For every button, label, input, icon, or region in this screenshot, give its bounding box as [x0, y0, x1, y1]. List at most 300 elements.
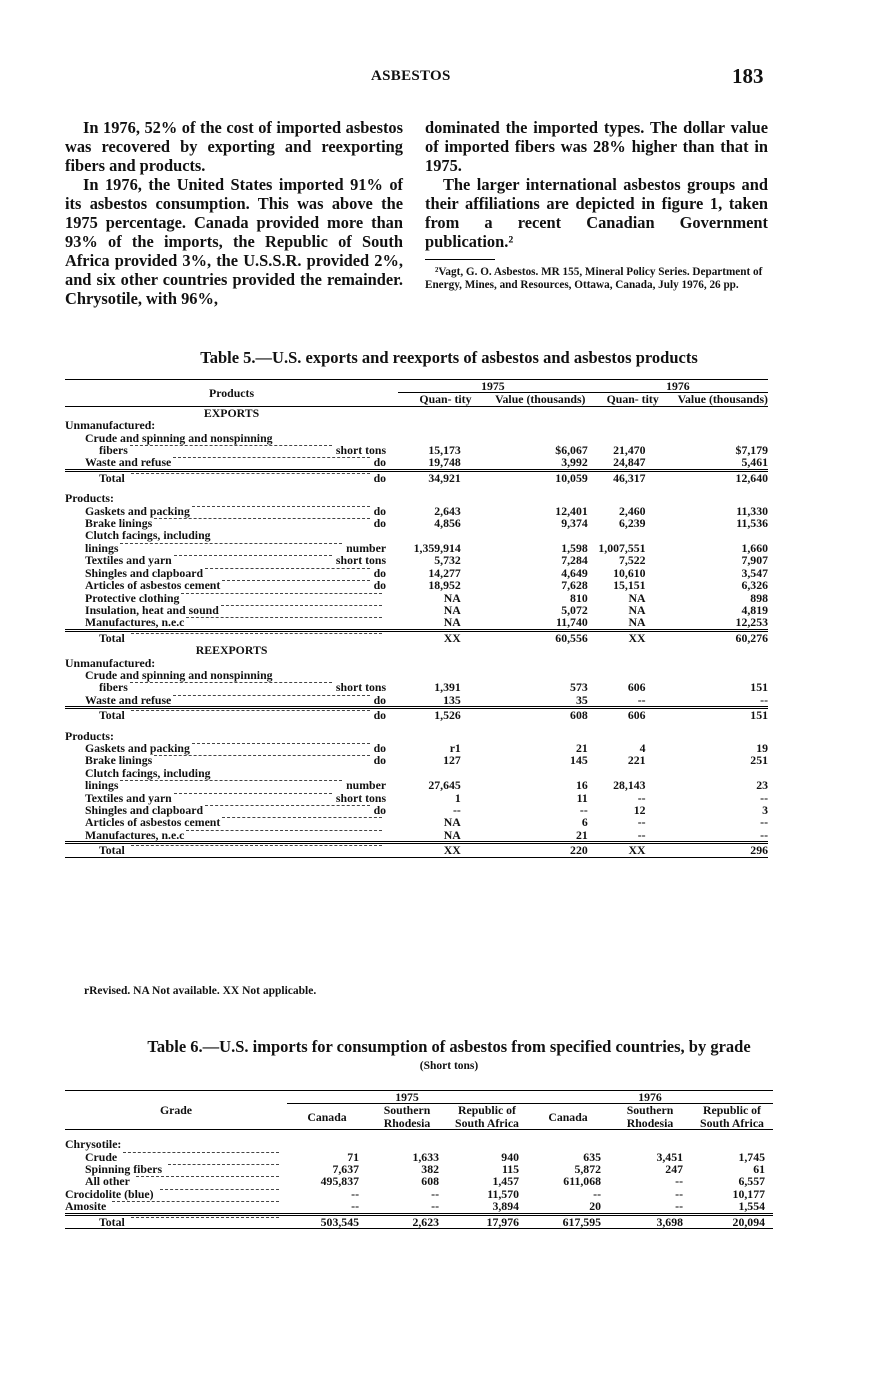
unit-label: short tons	[335, 443, 387, 458]
item-name: linings	[85, 778, 119, 793]
group-label: Chrysotile:	[65, 1137, 122, 1152]
row-label	[65, 470, 398, 484]
cell-c75: --	[351, 1186, 359, 1201]
table5	[65, 379, 768, 858]
group-label-row	[65, 1138, 773, 1150]
group-label: Crude and spinning and nonspinning	[85, 667, 273, 682]
unit-label	[386, 604, 398, 616]
group-label: Products:	[65, 728, 114, 743]
item-name: Textiles and yarn	[85, 790, 172, 805]
item-name: Amosite	[65, 1199, 107, 1214]
cell-q1976: 2,460	[619, 503, 646, 518]
cell-v1975: 9,374	[561, 516, 588, 531]
group-label-row	[65, 669, 768, 681]
cell-q1976: --	[637, 827, 646, 842]
item-name: All other	[85, 1174, 130, 1189]
row-label	[65, 456, 398, 470]
cell-v1976: 7,907	[741, 553, 768, 568]
cell-q1976: 1,007,551	[598, 540, 646, 555]
cell-v1975: 220	[493, 843, 588, 857]
total-row	[65, 708, 768, 722]
unit-label	[386, 844, 398, 856]
cell-s75: 11,570	[487, 1186, 519, 1201]
cell-c75: 495,837	[320, 1174, 359, 1189]
cell-c76: 635	[583, 1149, 601, 1164]
row-label	[65, 779, 398, 791]
leader-dots	[120, 542, 342, 544]
table6	[65, 1090, 773, 1229]
cell-v1975: 21	[575, 827, 588, 842]
table-row	[65, 694, 768, 708]
year-header: 1975	[398, 380, 588, 393]
running-head	[0, 66, 883, 90]
row-label	[65, 1214, 287, 1228]
group-label-row	[65, 432, 768, 444]
cell-v1976: 898	[750, 590, 768, 605]
leader-dots	[181, 592, 382, 594]
item-name: Textiles and yarn	[85, 553, 172, 568]
cell-v1976: --	[760, 815, 768, 830]
cell-q1975: r1	[449, 740, 461, 755]
section-heading-row	[65, 406, 768, 419]
group-label-row	[65, 492, 768, 504]
cell-q1976: 24,847	[613, 455, 646, 470]
cell-s76: 61	[753, 1162, 765, 1177]
leader-dots	[192, 505, 370, 507]
row-label	[65, 579, 398, 591]
cell-q1976: NA	[628, 602, 646, 617]
paragraph: dominated the imported types. The dollar value of imported fibers was 28% higher than that in 1975.	[425, 118, 768, 175]
cell-r76: 247	[665, 1162, 683, 1177]
leader-dots	[222, 579, 369, 581]
cell-v1976: --	[760, 827, 768, 842]
cell-s76: 6,557	[738, 1174, 765, 1189]
quantity-header: Quan- tity	[398, 393, 493, 406]
cell-s75: 115	[501, 1162, 519, 1177]
group-label-row	[65, 767, 768, 779]
item-name: Shingles and clapboard	[85, 565, 204, 580]
cell-q1975: NA	[443, 615, 461, 630]
cell-s76: 20,094	[691, 1214, 773, 1228]
cell-q1975: 19,748	[428, 455, 461, 470]
cell-v1975: 10,059	[493, 470, 588, 484]
cell-q1975: NA	[443, 827, 461, 842]
cell-v1975: 7,284	[561, 553, 588, 568]
cell-v1976: 3,547	[741, 565, 768, 580]
cell-v1975: 11	[576, 790, 588, 805]
cell-q1976: --	[637, 790, 646, 805]
table5-title: Table 5.—U.S. exports and reexports of asbestos and asbestos products	[200, 348, 698, 367]
cell-q1976: 7,522	[619, 553, 646, 568]
cell-v1975: 4,649	[561, 565, 588, 580]
table6-title: Table 6.—U.S. imports for consumption of asbestos from specified countries, by grade	[147, 1037, 751, 1056]
item-name: fibers	[99, 680, 128, 695]
table-row	[65, 1175, 773, 1187]
cell-q1976: 4	[639, 740, 646, 755]
row-label	[65, 816, 398, 828]
group-label: Unmanufactured:	[65, 418, 156, 433]
cell-v1976: 6,326	[741, 578, 768, 593]
item-name: Crocidolite (blue)	[65, 1186, 154, 1201]
table-row	[65, 742, 768, 754]
table-row	[65, 1163, 773, 1175]
total-row	[65, 630, 768, 644]
cell-c76: 5,872	[574, 1162, 601, 1177]
cell-q1975: NA	[443, 590, 461, 605]
leader-dots	[112, 1200, 279, 1202]
cell-q1976: 28,143	[613, 778, 646, 793]
cell-q1975: XX	[398, 843, 493, 857]
cell-v1976: 19	[756, 740, 768, 755]
cell-v1975: 11,740	[555, 615, 588, 630]
unit-label: do	[373, 803, 387, 817]
row-label	[65, 630, 398, 644]
canada-header: Canada	[527, 1104, 609, 1130]
unit-label: short tons	[335, 553, 387, 568]
unit-label	[386, 632, 398, 644]
cell-q1975: 1,391	[434, 680, 461, 695]
cell-q1975: 4,856	[434, 516, 461, 531]
leader-dots	[174, 554, 332, 556]
leader-dots	[222, 816, 382, 818]
unit-label: do	[373, 503, 387, 518]
cell-q1976: --	[637, 815, 646, 830]
cell-s75: 3,894	[492, 1199, 519, 1214]
footnote-rule	[425, 259, 495, 260]
paragraph: In 1976, the United States imported 91% of its asbestos consumption. This was above the 1975 percentage. Canada provided more than 93% of the imports, the Republic of South Africa provided 3%, the U.S.S.R. provided 2%, and six other countries provided the remainder. Chrysotile, with 96%,	[65, 175, 403, 308]
leader-dots	[131, 1216, 279, 1218]
cell-s76: 1,554	[738, 1199, 765, 1214]
cell-r76: 3,451	[656, 1149, 683, 1164]
unit-label	[386, 592, 398, 604]
leader-dots	[173, 694, 369, 696]
leader-dots	[186, 829, 382, 831]
cell-c76: 611,068	[563, 1174, 601, 1189]
cell-r75: 1,633	[412, 1149, 439, 1164]
row-label	[65, 843, 398, 857]
rhodesia-header: Southern Rhodesia	[609, 1104, 691, 1130]
item-name: Total	[99, 1214, 125, 1229]
cell-s75: 17,976	[447, 1214, 527, 1228]
cell-q1975: 15,173	[428, 443, 461, 458]
row-label	[65, 681, 398, 693]
leader-dots	[205, 567, 370, 569]
cell-q1976: 15,151	[613, 578, 646, 593]
table-row	[65, 579, 768, 591]
table5-footnote: rRevised. NA Not available. XX Not applicable.	[84, 985, 317, 997]
leader-dots	[168, 1163, 279, 1165]
cell-v1976: --	[760, 790, 768, 805]
unit-label: do	[373, 565, 387, 580]
unit-label: number	[346, 778, 387, 793]
cell-v1975: 35	[575, 692, 588, 707]
item-name: Articles of asbestos cement	[85, 815, 221, 830]
cell-q1976: 12	[633, 803, 646, 817]
cell-r75: --	[431, 1186, 439, 1201]
cell-v1976: 12,640	[678, 470, 768, 484]
total-row	[65, 1214, 773, 1228]
unit-label: do	[373, 578, 387, 593]
leader-dots	[131, 844, 382, 846]
leader-dots	[131, 709, 370, 711]
cell-v1975: 6	[581, 815, 588, 830]
cell-v1976: 296	[678, 843, 768, 857]
item-name: Manufactures, n.e.c	[85, 615, 185, 630]
item-name: linings	[85, 540, 119, 555]
cell-v1975: 3,992	[561, 455, 588, 470]
item-name: Gaskets and packing	[85, 503, 190, 518]
footnote: ²Vagt, G. O. Asbestos. MR 155, Mineral Policy Series. Department of Energy, Mines, and Resources, Ottawa, Canada, July 1976, 26 pp.	[425, 266, 763, 291]
item-name: Protective clothing	[85, 590, 180, 605]
item-name: Total	[99, 470, 125, 485]
group-label-row	[65, 419, 768, 431]
table6-units: (Short tons)	[419, 1060, 479, 1072]
group-label: Clutch facings, including	[85, 765, 211, 780]
cell-q1976: XX	[588, 630, 678, 644]
cell-q1976: 46,317	[588, 470, 678, 484]
unit-label	[386, 616, 398, 628]
cell-q1975: 27,645	[428, 778, 461, 793]
item-name: Total	[99, 630, 125, 645]
cell-r75: 2,623	[367, 1214, 447, 1228]
cell-q1975: 135	[443, 692, 461, 707]
cell-q1975: 1,359,914	[413, 540, 461, 555]
safrica-header: Republic of South Africa	[691, 1104, 773, 1130]
leader-dots	[192, 742, 370, 744]
cell-q1976: XX	[588, 843, 678, 857]
leader-dots	[221, 604, 382, 606]
item-name: Spinning fibers	[85, 1162, 163, 1177]
cell-c76: 617,595	[527, 1214, 609, 1228]
group-label: Unmanufactured:	[65, 655, 156, 670]
section-heading: REEXPORTS	[195, 643, 268, 658]
table-row	[65, 779, 768, 791]
cell-v1976: --	[760, 692, 768, 707]
cell-q1975: 1,526	[398, 708, 493, 722]
page-number: 183	[732, 64, 764, 88]
cell-v1975: 608	[493, 708, 588, 722]
cell-v1976: 11,330	[736, 503, 768, 518]
cell-v1976: 4,819	[741, 602, 768, 617]
cell-q1976: 221	[627, 753, 646, 768]
unit-label: do	[373, 708, 387, 723]
cell-c76: --	[593, 1186, 601, 1201]
leader-dots	[160, 1188, 279, 1190]
cell-v1975: 573	[570, 680, 588, 695]
cell-c75: 7,637	[332, 1162, 359, 1177]
unit-label: short tons	[335, 790, 387, 805]
row-label	[65, 694, 398, 708]
item-name: Articles of asbestos cement	[85, 578, 221, 593]
unit-label: do	[373, 470, 387, 485]
item-name: fibers	[99, 443, 128, 458]
cell-q1976: 10,610	[613, 565, 646, 580]
right-column	[425, 118, 768, 251]
leader-dots	[131, 472, 370, 474]
cell-s75: 1,457	[492, 1174, 519, 1189]
cell-v1975: --	[579, 803, 588, 817]
leader-dots	[130, 681, 332, 683]
cell-q1975: NA	[443, 815, 461, 830]
cell-r76: --	[675, 1199, 683, 1214]
unit-label: do	[373, 753, 387, 768]
cell-s76: 10,177	[732, 1186, 765, 1201]
item-name: Insulation, heat and sound	[85, 602, 219, 617]
leader-dots	[186, 616, 382, 618]
group-label: Crude and spinning and nonspinning	[85, 430, 273, 445]
cell-v1975: 16	[575, 778, 588, 793]
products-header: Products	[65, 380, 398, 407]
item-name: Waste and refuse	[85, 455, 172, 470]
leader-dots	[130, 444, 332, 446]
cell-v1976: 23	[756, 778, 768, 793]
table6-body	[65, 1091, 773, 1229]
cell-v1976: 151	[750, 680, 768, 695]
table-row	[65, 1200, 773, 1214]
cell-c76: 20	[589, 1199, 601, 1214]
item-name: Total	[99, 708, 125, 723]
year-header: 1976	[588, 380, 768, 393]
cell-v1976: 12,253	[735, 615, 768, 630]
rhodesia-header: Southern Rhodesia	[367, 1104, 447, 1130]
cell-v1975: 810	[570, 590, 588, 605]
paragraph: In 1976, 52% of the cost of imported asbestos was recovered by exporting and reexporting fibers and products.	[65, 118, 403, 175]
cell-r76: --	[675, 1186, 683, 1201]
unit-label: do	[373, 455, 387, 470]
cell-v1975: 5,072	[561, 602, 588, 617]
unit-label: do	[373, 516, 387, 531]
cell-r75: --	[431, 1199, 439, 1214]
cell-q1975: NA	[443, 602, 461, 617]
cell-q1975: 18,952	[428, 578, 461, 593]
unit-label: number	[346, 540, 387, 555]
year-header: 1975	[287, 1091, 527, 1104]
safrica-header: Republic of South Africa	[447, 1104, 527, 1130]
cell-q1976: 606	[588, 708, 678, 722]
leader-dots	[205, 804, 370, 806]
row-label	[65, 829, 398, 843]
cell-v1975: 145	[570, 753, 588, 768]
group-label: Products:	[65, 491, 114, 506]
group-label: Clutch facings, including	[85, 528, 211, 543]
cell-v1976: 151	[678, 708, 768, 722]
paragraph: The larger international asbestos groups and their affiliations are depicted in figure 1, taken from a recent Canadian Government publication.²	[425, 175, 768, 251]
item-name: Total	[99, 843, 125, 858]
cell-v1975: 21	[575, 740, 588, 755]
table-row	[65, 456, 768, 470]
table-row	[65, 816, 768, 828]
cell-q1976: NA	[628, 590, 646, 605]
cell-v1976: 3	[762, 803, 768, 817]
cell-r76: --	[675, 1174, 683, 1189]
item-name: Shingles and clapboard	[85, 803, 204, 817]
cell-s76: 1,745	[738, 1149, 765, 1164]
total-row	[65, 470, 768, 484]
leader-dots	[154, 517, 369, 519]
cell-v1976: $7,179	[735, 443, 768, 458]
cell-r76: 3,698	[609, 1214, 691, 1228]
item-name: Gaskets and packing	[85, 740, 190, 755]
year-header: 1976	[527, 1091, 773, 1104]
item-name: Brake linings	[85, 516, 153, 531]
cell-r75: 382	[421, 1162, 439, 1177]
table-row	[65, 681, 768, 693]
cell-v1975: 1,598	[561, 540, 588, 555]
leader-dots	[123, 1151, 279, 1153]
cell-c75: --	[351, 1199, 359, 1214]
row-label	[65, 554, 398, 566]
cell-v1976: 60,276	[678, 630, 768, 644]
cell-q1976: 6,239	[619, 516, 646, 531]
table-row	[65, 554, 768, 566]
section-heading: EXPORTS	[203, 405, 260, 420]
grade-header: Grade	[65, 1091, 287, 1130]
cell-q1976: NA	[628, 615, 646, 630]
section-heading-row	[65, 644, 768, 656]
row-label	[65, 616, 398, 630]
cell-q1976: 606	[627, 680, 646, 695]
canada-header: Canada	[287, 1104, 367, 1130]
cell-v1975: 12,401	[555, 503, 588, 518]
cell-q1975: XX	[398, 630, 493, 644]
row-label	[65, 1175, 287, 1187]
leader-dots	[154, 754, 369, 756]
leader-dots	[174, 792, 332, 794]
table-row	[65, 754, 768, 766]
cell-v1976: 251	[750, 753, 768, 768]
unit-label: short tons	[335, 680, 387, 695]
left-column	[65, 118, 403, 308]
row-label	[65, 708, 398, 722]
row-label	[65, 754, 398, 766]
group-label-row	[65, 529, 768, 541]
table-row	[65, 1188, 773, 1200]
total-row	[65, 843, 768, 857]
cell-q1975: 127	[443, 753, 461, 768]
cell-q1975: 2,643	[434, 503, 461, 518]
unit-label: do	[373, 740, 387, 755]
page-title: ASBESTOS	[371, 68, 451, 84]
leader-dots	[120, 779, 342, 781]
item-name: Waste and refuse	[85, 692, 172, 707]
row-label	[65, 1200, 287, 1214]
cell-q1975: 5,732	[434, 553, 461, 568]
table-row	[65, 829, 768, 843]
table-row	[65, 616, 768, 630]
table5-body	[65, 380, 768, 858]
item-name: Manufactures, n.e.c	[85, 827, 185, 842]
cell-s75: 940	[501, 1149, 519, 1164]
cell-c75: 71	[347, 1149, 359, 1164]
item-name: Crude	[85, 1149, 118, 1164]
cell-q1976: --	[637, 692, 646, 707]
unit-label: do	[373, 692, 387, 707]
table-row	[65, 505, 768, 517]
cell-q1975: 34,921	[398, 470, 493, 484]
value-header: Value (thousands)	[677, 392, 768, 407]
value-header: Value (thousands)	[493, 393, 588, 406]
quantity-header: Quan- tity	[588, 393, 678, 406]
cell-v1976: 11,536	[736, 516, 768, 531]
cell-q1975: 1	[454, 790, 461, 805]
cell-q1976: 21,470	[613, 443, 646, 458]
cell-c75: 503,545	[287, 1214, 367, 1228]
cell-v1975: $6,067	[555, 443, 588, 458]
cell-v1975: 60,556	[493, 630, 588, 644]
cell-r75: 608	[421, 1174, 439, 1189]
item-name: Brake linings	[85, 753, 153, 768]
cell-q1975: --	[452, 803, 461, 817]
